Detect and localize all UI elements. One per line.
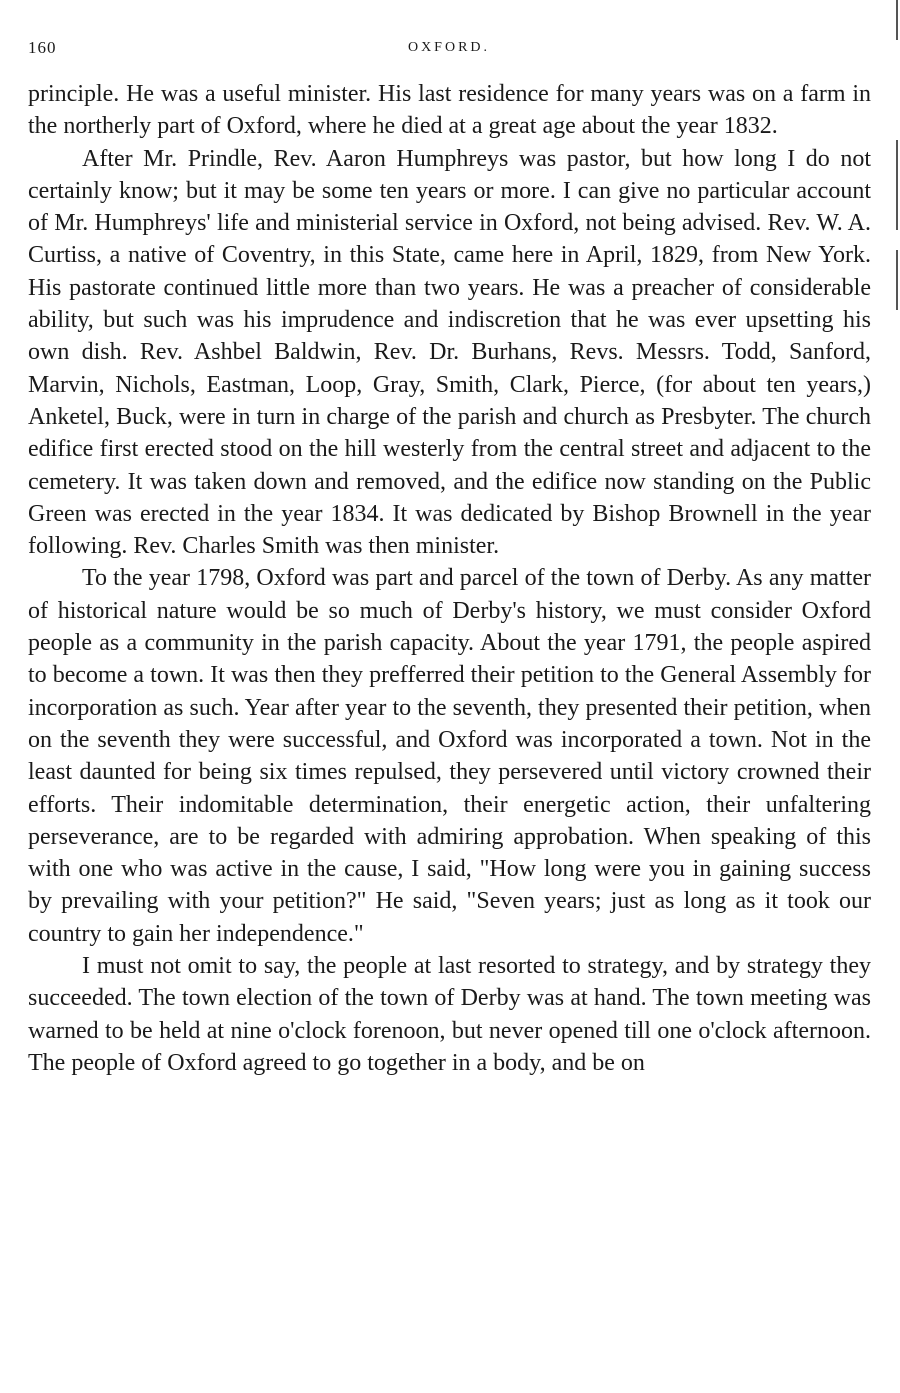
running-head	[28, 38, 870, 62]
paragraph-continuation: principle. He was a useful minister. His last residence for many years was on a farm in the northerly part of Oxford, where he died at a great age about the year 1832.	[28, 81, 871, 140]
page-edge-mark	[896, 250, 898, 310]
page-heading: OXFORD.	[407, 40, 491, 55]
page-edge-mark	[896, 0, 898, 40]
paragraph-pastors: After Mr. Prindle, Rev. Aaron Humphreys was pastor, but how long I do not certainly know; but it may be some ten years or more. I can give no particular account of Mr. Humphreys' life and ministerial service in Oxford, not being advised. Rev. W. A. Curtiss, a native of Coventry, in this State, came here in April, 1829, from New York. His pastorate continued little more than two years. He was a preacher of considerable ability, but such was his imprudence and indiscretion that he was ever upsetting his own dish. Rev. Ashbel Baldwin, Rev. Dr. Burhans, Revs. Messrs. Todd, Sanford, Marvin, Nichols, Eastman, Loop, Gray, Smith, Clark, Pierce, (for about ten years,) Anketel, Buck, were in turn in charge of the parish and church as Presbyter. The church edifice first erected stood on the hill westerly from the central street and adjacent to the cemetery. It was taken down and removed, and the edifice now standing on the Public Green was erected in the year 1834. It was dedicated by Bishop Brownell in the year following. Rev. Charles Smith was then minister.	[28, 145, 871, 560]
paragraph-strategy: I must not omit to say, the people at last resorted to strategy, and by strategy they succeeded. The town election of the town of Derby was at hand. The town meeting was warned to be held at nine o'clock forenoon, but never opened till one o'clock afternoon. The people of Oxford agreed to go together in a body, and be on	[28, 953, 871, 1076]
paragraph-town-incorporation: To the year 1798, Oxford was part and parcel of the town of Derby. As any matter of historical nature would be so much of Derby's history, we must consider Oxford people as a community in the parish capacity. About the year 1791, the people aspired to become a town. It was then they prefferred their petition to the General Assembly for incorporation as such. Year after year to the seventh, they presented their petition, when on the seventh they were successful, and Oxford was incorporated a town. Not in the least daunted for being six times repulsed, they persevered until victory crowned their efforts. Their indomitable determination, their energetic action, their unfaltering perseverance, are to be regarded with admiring approbation. When speaking of this with one who was active in the cause, I said, "How long were you in gaining success by prevailing with your petition?" He said, "Seven years; just as long as it took our country to gain her independence."	[28, 565, 871, 947]
body-text	[28, 78, 871, 1079]
page-number: 160	[28, 38, 57, 57]
page-edge-mark	[896, 140, 898, 230]
